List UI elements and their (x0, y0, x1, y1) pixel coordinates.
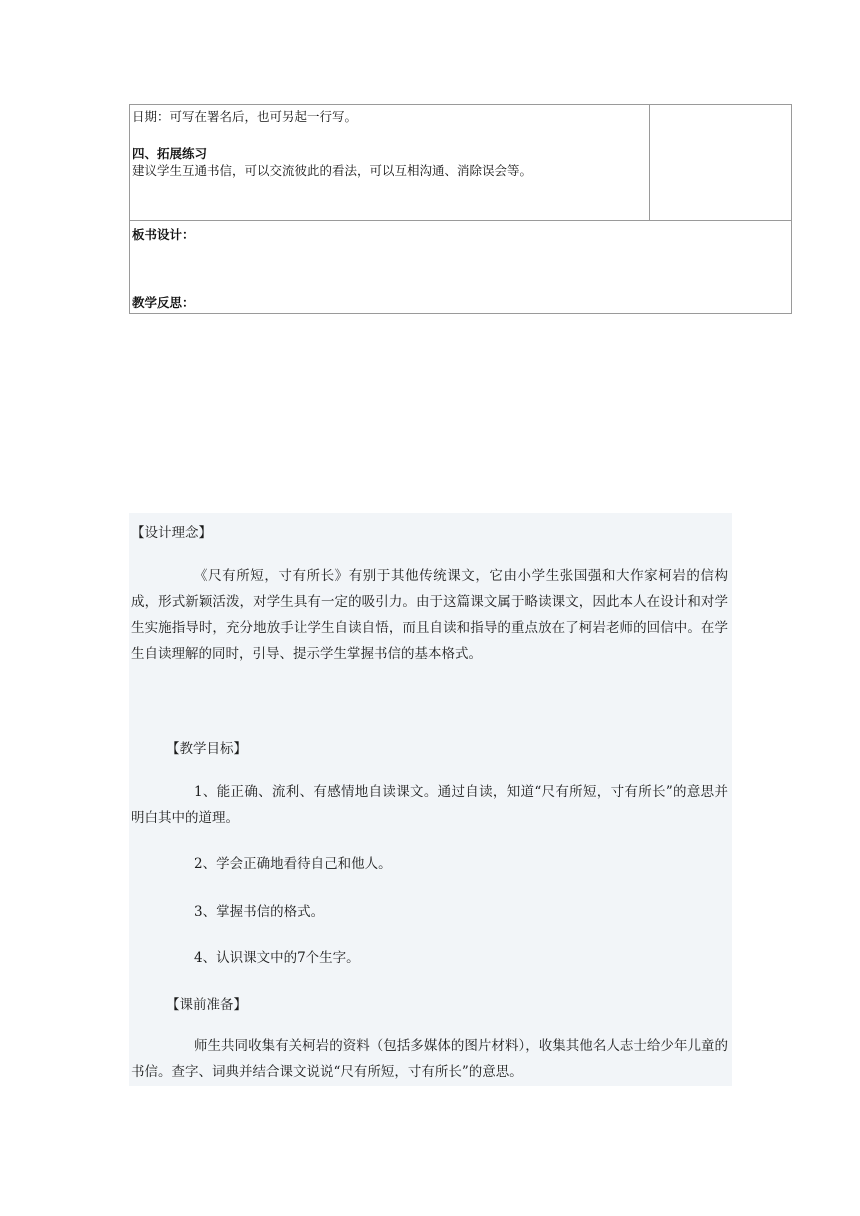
concept-paragraph: 《尺有所短，寸有所长》有别于其他传统课文，它由小学生张国强和大作家柯岩的信构成，形式新颖活泼，对学生具有一定的吸引力。由于这篇课文属于略读课文，因此本人在设计和对学生实施指导时，充分地放手让学生自读自悟，而且自读和指导的重点放在了柯岩老师的回信中。在学生自读理解的同时，引导、提示学生掌握书信的基本格式。 (131, 568, 728, 662)
goal-item: 2、学会正确地看待自己和他人。 (194, 856, 392, 872)
design-section (129, 513, 732, 1086)
table-row (130, 105, 791, 221)
date-note: 日期：可写在署名后，也可另起一行写。 (132, 109, 358, 124)
concept-heading: 【设计理念】 (131, 525, 212, 541)
lesson-plan-table (129, 104, 792, 314)
section-heading: 四、拓展练习 (132, 146, 208, 161)
prep-heading: 【课前准备】 (166, 997, 247, 1013)
table-cell-content (130, 105, 650, 220)
goal-item: 1、能正确、流利、有感情地自读课文。通过自读，知道“尺有所短，寸有所长”的意思并明白其中的道理。 (131, 784, 728, 826)
table-cell-empty (650, 105, 791, 220)
prep-paragraph: 师生共同收集有关柯岩的资料（包括多媒体的图片材料），收集其他名人志士给少年儿童的书信。查字、词典并结合课文说说“尺有所短，寸有所长”的意思。 (131, 1038, 728, 1080)
goal-item: 4、认识课文中的7个生字。 (194, 950, 360, 966)
goal-item: 3、掌握书信的格式。 (194, 904, 325, 920)
reflection-label: 教学反思： (132, 295, 195, 310)
goals-heading: 【教学目标】 (166, 741, 247, 757)
board-design-label: 板书设计： (132, 227, 195, 242)
table-row (130, 221, 791, 313)
section-text: 建议学生互通书信，可以交流彼此的看法，可以互相沟通、消除误会等。 (132, 163, 533, 178)
